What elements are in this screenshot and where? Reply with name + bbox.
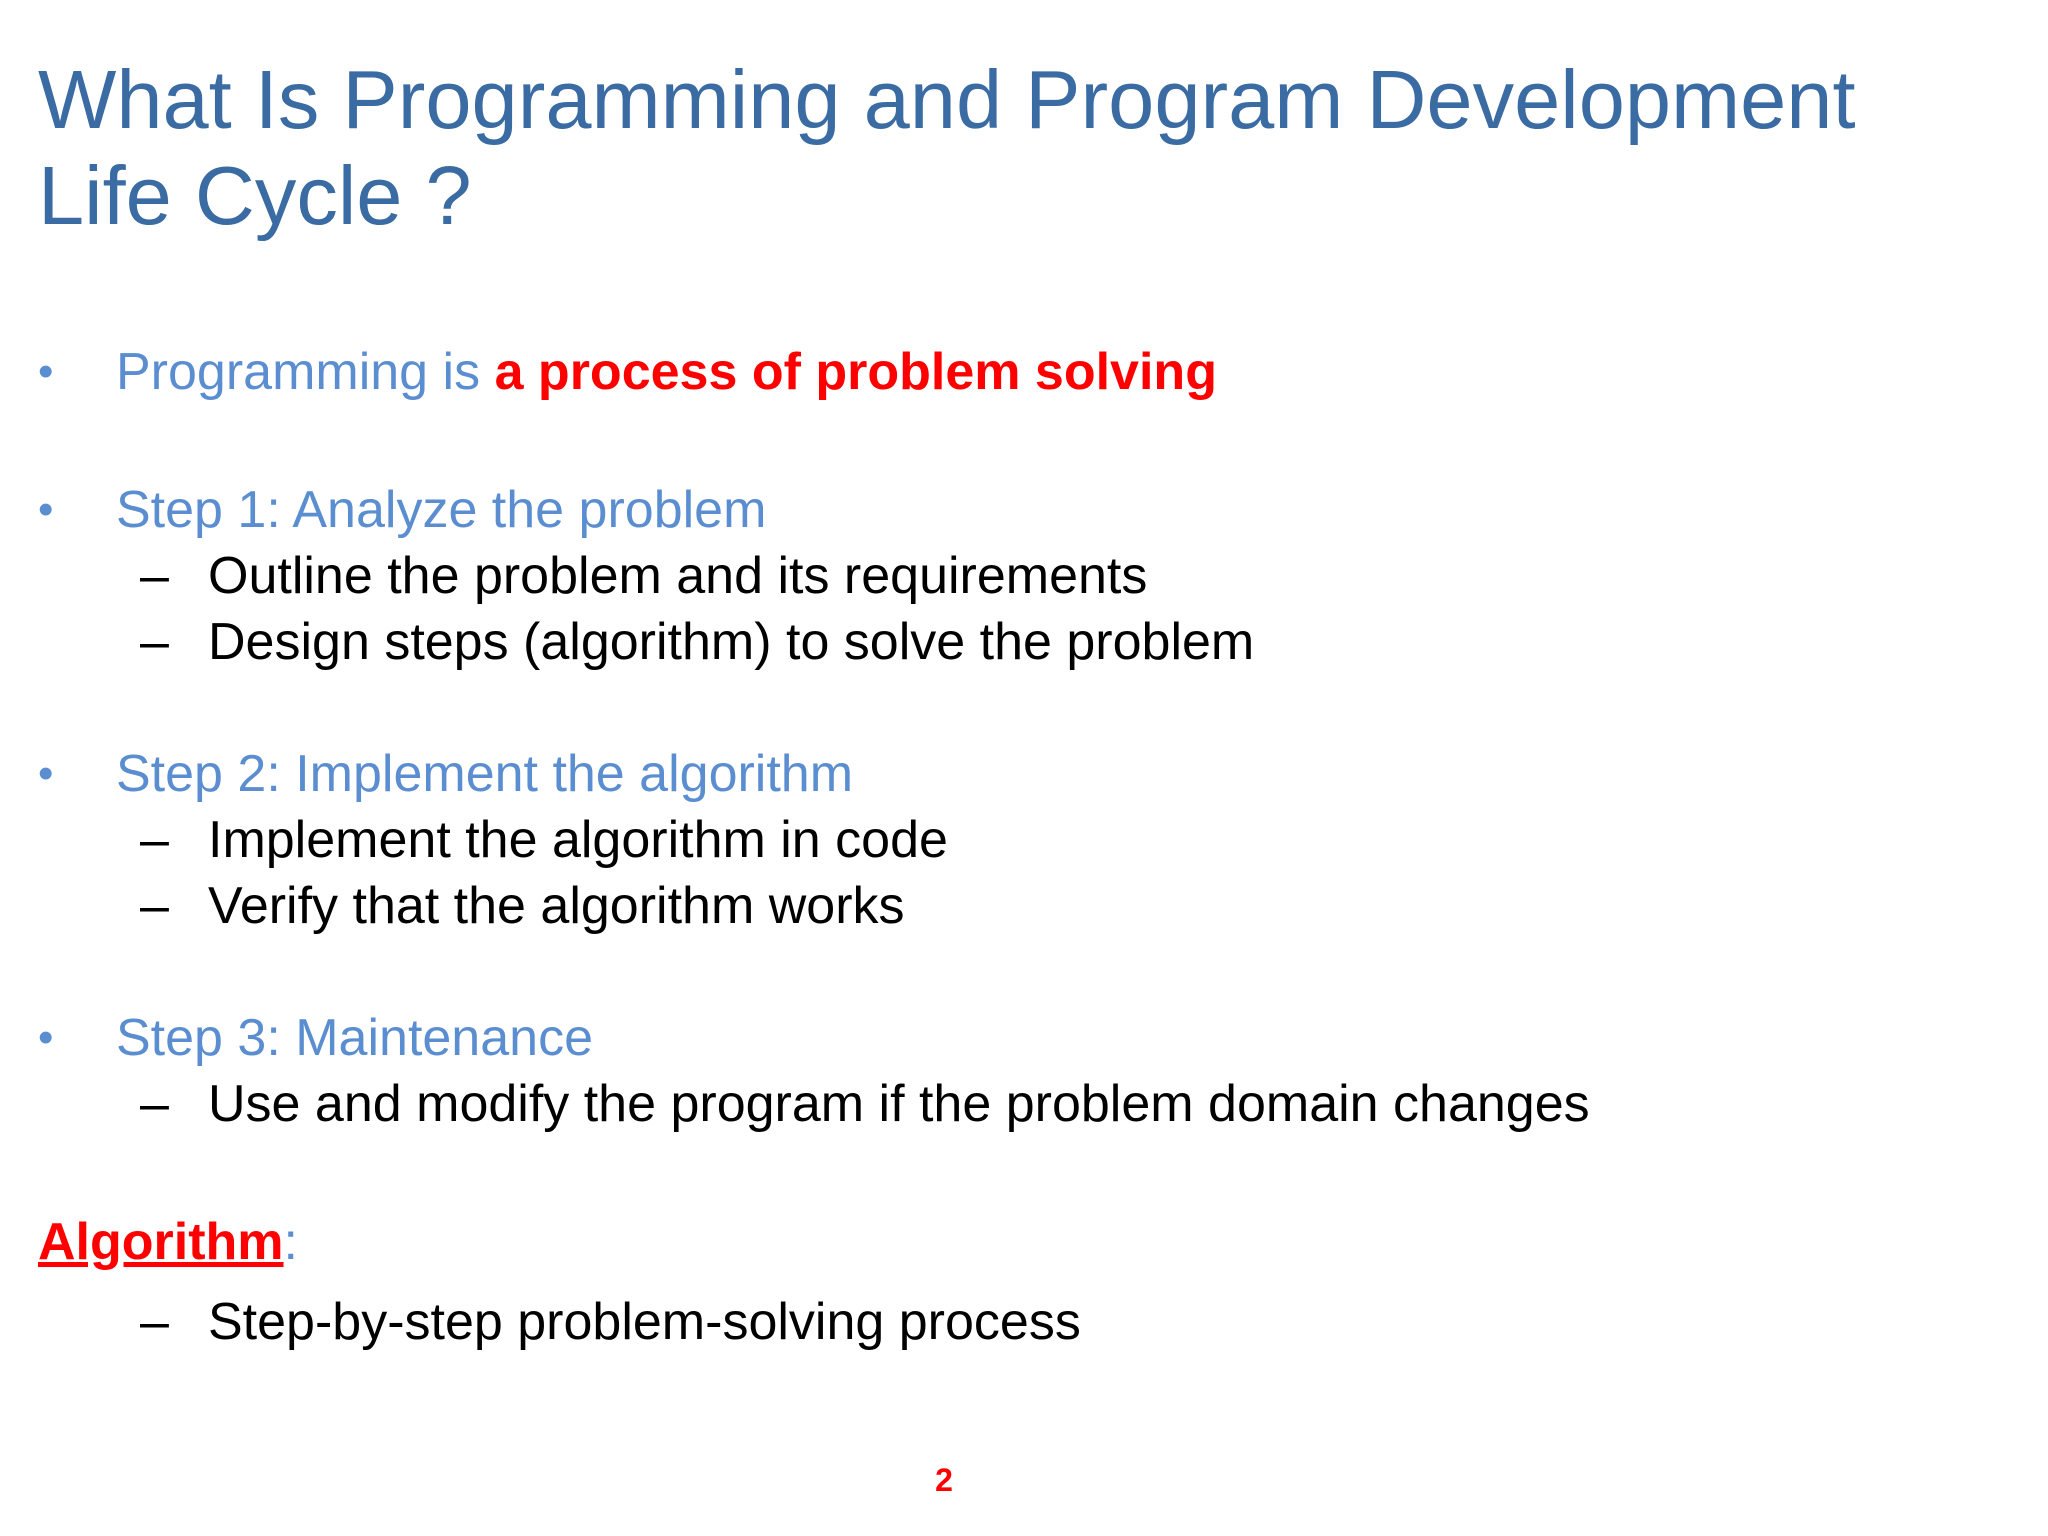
step-2-item-1-text: Implement the algorithm in code	[208, 811, 948, 869]
intro-prefix: Programming is	[116, 343, 495, 401]
dash-marker: –	[140, 1293, 169, 1351]
step-2-item-2-text: Verify that the algorithm works	[208, 877, 905, 935]
dash-marker: –	[140, 877, 169, 935]
dash-marker: –	[140, 811, 169, 869]
bullet-marker: •	[38, 485, 54, 534]
page-number: 2	[935, 1462, 953, 1498]
definition-heading	[38, 1210, 298, 1274]
step-3-heading: Step 3: Maintenance	[116, 1009, 593, 1067]
step-1-heading: Step 1: Analyze the problem	[116, 481, 767, 539]
definition-separator: :	[283, 1213, 298, 1271]
step-2-heading: Step 2: Implement the algorithm	[116, 745, 854, 803]
step-1-item-2-text: Design steps (algorithm) to solve the problem	[208, 613, 1255, 671]
dash-marker: –	[140, 613, 169, 671]
bullet-marker: •	[38, 347, 54, 396]
slide-title: What Is Programming and Program Development Life Cycle ?	[38, 53, 1856, 242]
dash-marker: –	[140, 1075, 169, 1133]
definition-item-1-text: Step-by-step problem-solving process	[208, 1293, 1081, 1351]
step-1-item-1-text: Outline the problem and its requirements	[208, 547, 1148, 605]
dash-marker: –	[140, 547, 169, 605]
bullet-intro-text	[116, 340, 1217, 404]
bullet-marker: •	[38, 1013, 54, 1062]
step-3-item-1-text: Use and modify the program if the problem domain changes	[208, 1075, 1590, 1133]
intro-emphasis: a process of problem solving	[494, 343, 1217, 401]
bullet-marker: •	[38, 749, 54, 798]
definition-term: Algorithm	[38, 1213, 284, 1271]
